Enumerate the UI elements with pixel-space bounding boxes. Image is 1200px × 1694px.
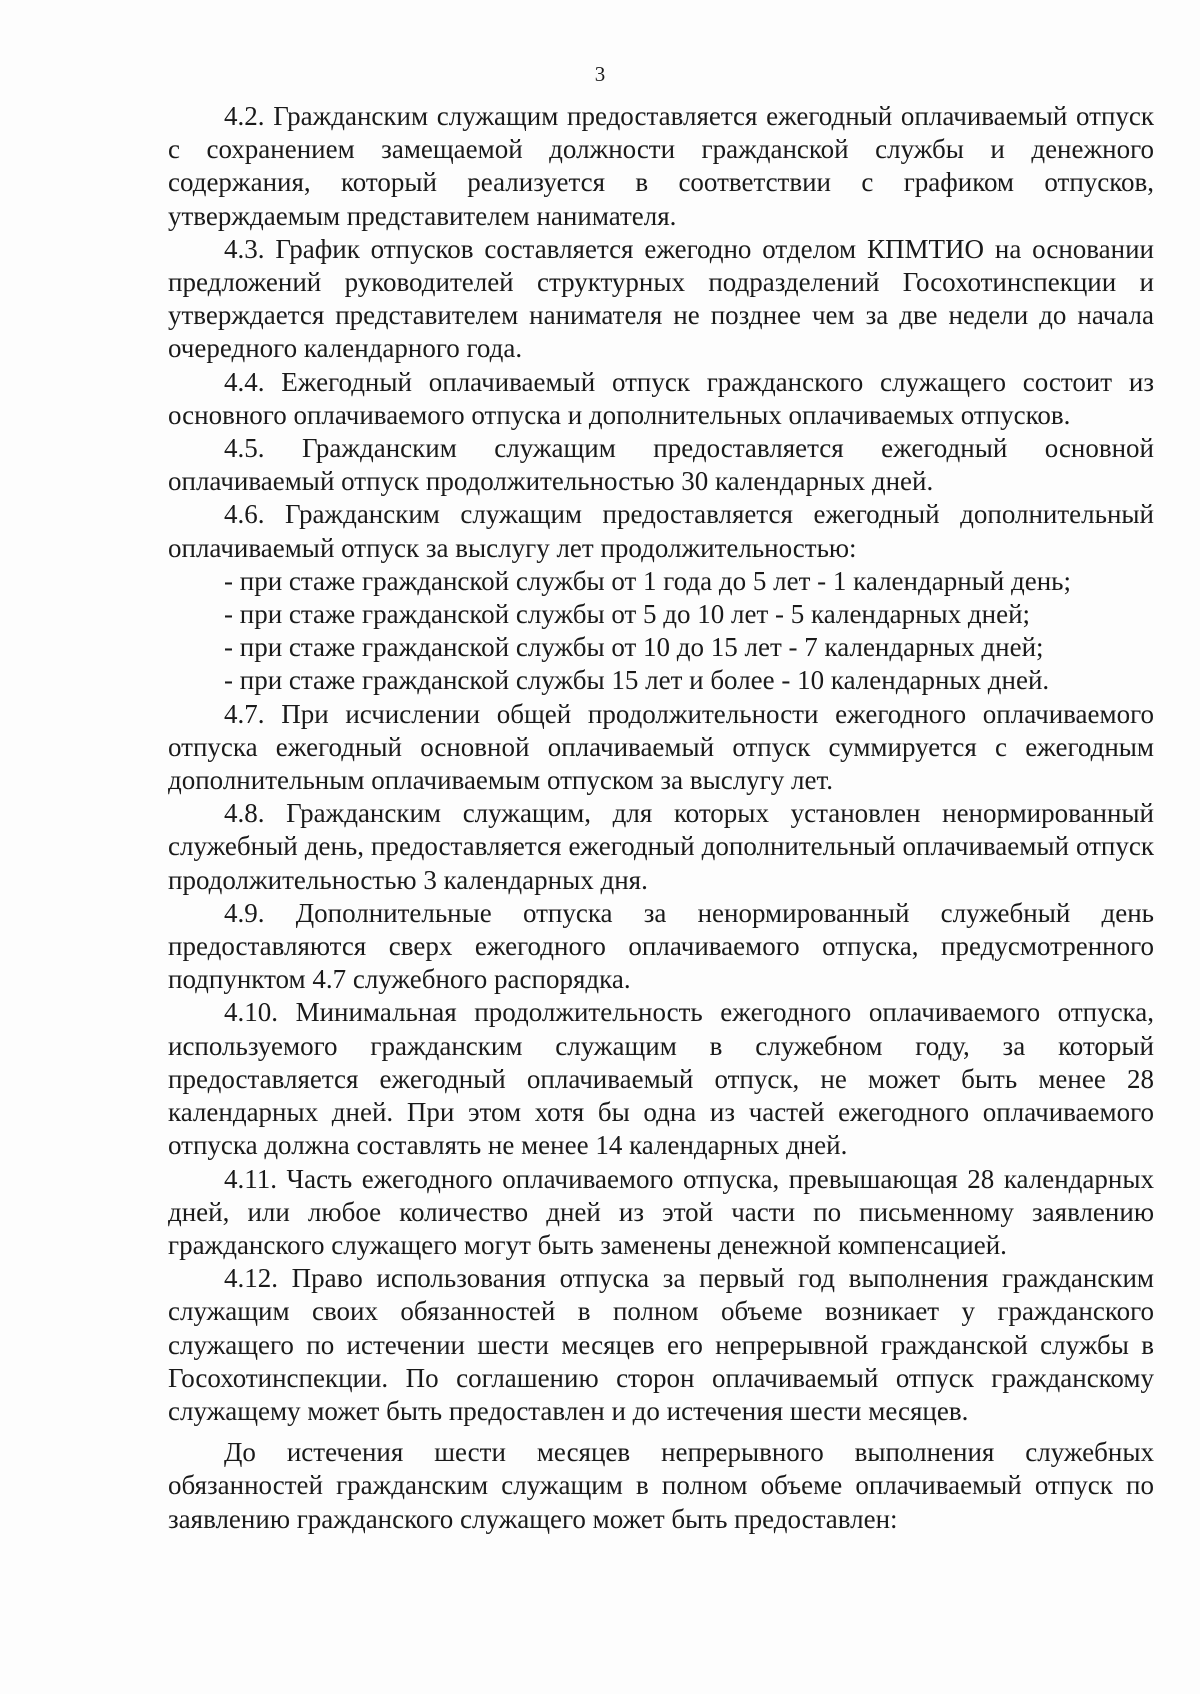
paragraph-4-3: 4.3. График отпусков составляется ежегодно отделом КПМТИО на основании предложений руководителей структурных подразделений Госохотинспекции и утверждается представителем нанимателя не позднее чем за две недели до начала очередного календарного года. xyxy=(168,233,1154,364)
paragraph-4-12: 4.12. Право использования отпуска за первый год выполнения гражданским служащим своих обязанностей в полном объеме возникает у гражданского служащего по истечении шести месяцев его непрерывной гражданской службы в Госохотинспекции. По соглашению сторон оплачиваемый отпуск гражданскому служащему может быть предоставлен и до истечения шести месяцев. xyxy=(168,1263,1154,1426)
paragraph-4-6: 4.6. Гражданским служащим предоставляется ежегодный дополнительный оплачиваемый отпуск за выслугу лет продолжительностью: xyxy=(168,499,1154,563)
paragraph-before-expiry: До истечения шести месяцев непрерывного выполнения служебных обязанностей гражданским служащим в полном объеме оплачиваемый отпуск по заявлению гражданского служащего может быть предоставлен: xyxy=(168,1437,1154,1534)
paragraph-4-2: 4.2. Гражданским служащим предоставляется ежегодный оплачиваемый отпуск с сохранением замещаемой должности гражданской службы и денежного содержания, который реализуется в соответствии с графиком отпусков, утверждаемым представителем нанимателя. xyxy=(168,101,1154,231)
paragraph-4-7: 4.7. При исчислении общей продолжительности ежегодного оплачиваемого отпуска ежегодный основной оплачиваемый отпуск суммируется с ежегодным дополнительным оплачиваемым отпуском за выслугу лет. xyxy=(168,698,1154,796)
list-item: - при стаже гражданской службы от 1 года до 5 лет - 1 календарный день; xyxy=(224,565,1071,596)
page-number: 3 xyxy=(594,62,606,86)
paragraph-4-5: 4.5. Гражданским служащим предоставляется ежегодный основной оплачиваемый отпуск продолжительностью 30 календарных дней. xyxy=(168,433,1154,497)
list-item: - при стаже гражданской службы от 5 до 10 лет - 5 календарных дней; xyxy=(224,599,1031,630)
paragraph-4-10: 4.10. Минимальная продолжительность ежегодного оплачиваемого отпуска, используемого гражданским служащим в служебном году, за который предоставляется ежегодный оплачиваемый отпуск, не может быть менее 28 календарных дней. При этом хотя бы одна из частей ежегодного оплачиваемого отпуска должна составлять не менее 14 календарных дней. xyxy=(168,997,1154,1161)
document-body xyxy=(168,100,1154,1536)
paragraph-4-11: 4.11. Часть ежегодного оплачиваемого отпуска, превышающая 28 календарных дней, или любое количество дней из этой части по письменному заявлению гражданского служащего могут быть заменены денежной компенсацией. xyxy=(168,1163,1154,1260)
paragraph-4-4: 4.4. Ежегодный оплачиваемый отпуск гражданского служащего состоит из основного оплачиваемого отпуска и дополнительных оплачиваемых отпусков. xyxy=(168,366,1154,430)
list-item: - при стаже гражданской службы 15 лет и более - 10 календарных дней. xyxy=(224,665,1050,696)
paragraph-4-8: 4.8. Гражданским служащим, для которых установлен ненормированный служебный день, предоставляется ежегодный дополнительный оплачиваемый отпуск продолжительностью 3 календарных дня. xyxy=(168,798,1154,895)
seniority-list xyxy=(168,565,1154,698)
list-item: - при стаже гражданской службы от 10 до 15 лет - 7 календарных дней; xyxy=(224,632,1044,663)
paragraph-4-9: 4.9. Дополнительные отпуска за ненормированный служебный день предоставляются сверх ежегодного оплачиваемого отпуска, предусмотренного подпунктом 4.7 служебного распорядка. xyxy=(168,897,1154,995)
